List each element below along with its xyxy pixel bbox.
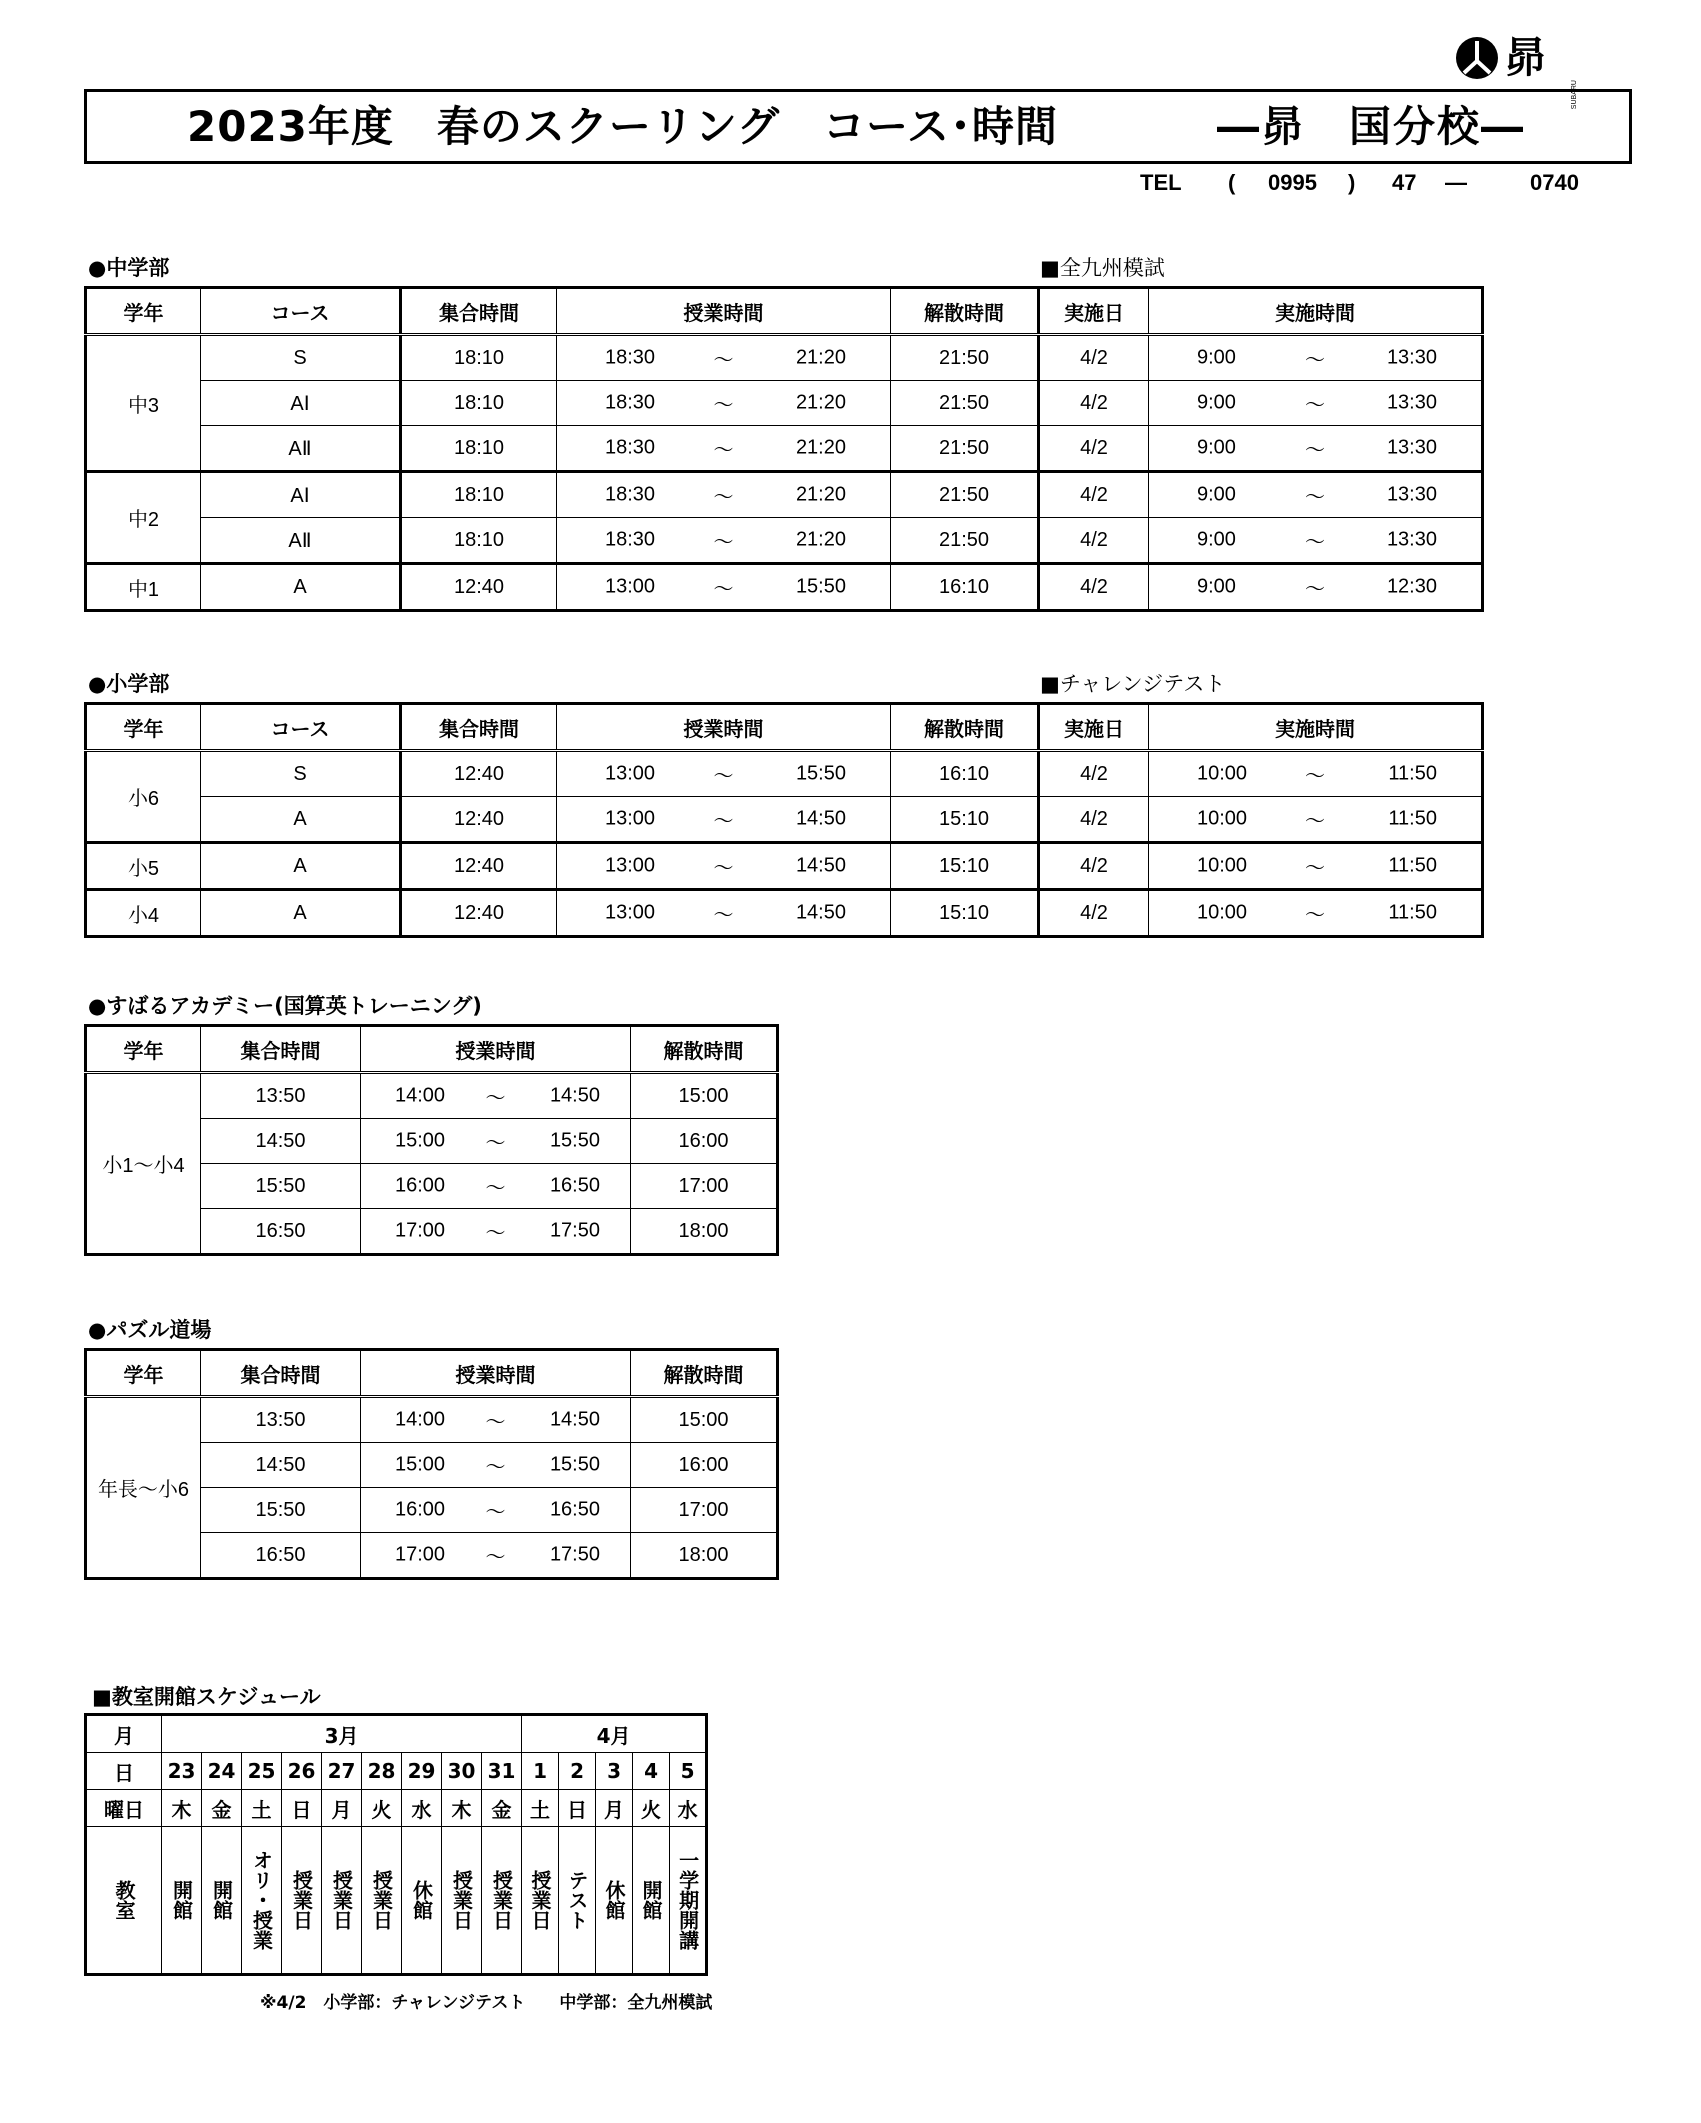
table-header-row — [86, 1026, 778, 1073]
course-cell: A — [201, 564, 401, 611]
dismiss-cell: 16:10 — [891, 564, 1039, 611]
status-cell: 授業日 — [362, 1827, 402, 1975]
table-row — [86, 751, 1483, 797]
course-cell: AⅠ — [201, 472, 401, 518]
tel-close-paren: ) — [1348, 170, 1356, 195]
status-cell: 開館 — [633, 1827, 670, 1975]
day-cell: 26 — [282, 1753, 322, 1790]
sho-side-heading: ■チャレンジテスト — [1040, 672, 1226, 696]
subaru-logo — [1454, 30, 1584, 110]
status-cell: 休館 — [596, 1827, 633, 1975]
academy-heading: ●すばるアカデミー(国算英トレーニング) — [88, 994, 482, 1018]
header-cell: 集合時間 — [401, 704, 557, 751]
exam-time-cell: 10:00 ～ 11:50 — [1149, 797, 1483, 843]
grade-cell: 中2 — [86, 472, 201, 564]
weekday-cell: 日 — [559, 1790, 596, 1827]
table-row — [86, 890, 1483, 937]
gather-cell: 18:10 — [401, 472, 557, 518]
tel-last: 0740 — [1530, 170, 1579, 195]
month-row — [86, 1715, 707, 1753]
header-cell: 授業時間 — [557, 288, 891, 335]
class-time-cell: 18:30 ～ 21:20 — [557, 335, 891, 381]
schedule-heading: ■教室開館スケジュール — [92, 1685, 321, 1709]
header-cell: 実施時間 — [1149, 288, 1483, 335]
grade-cell: 年長～小6 — [86, 1397, 201, 1579]
month-cell: 4月 — [522, 1715, 707, 1753]
date-cell: 4/2 — [1039, 751, 1149, 797]
course-cell: A — [201, 890, 401, 937]
day-cell: 1 — [522, 1753, 559, 1790]
day-cell: 25 — [242, 1753, 282, 1790]
status-cell: 授業日 — [482, 1827, 522, 1975]
grade-cell: 小1～小4 — [86, 1073, 201, 1255]
day-cell: 31 — [482, 1753, 522, 1790]
status-cell: オリ・授業 — [242, 1827, 282, 1975]
dismiss-cell: 15:00 — [631, 1073, 778, 1119]
day-cell: 24 — [202, 1753, 242, 1790]
dismiss-cell: 21:50 — [891, 381, 1039, 426]
table-row — [86, 335, 1483, 381]
table-header-row — [86, 1350, 778, 1397]
page-title: 2023年度 春のスクーリング コース･時間 — [187, 102, 1058, 151]
schedule-table — [84, 1713, 708, 1976]
class-time-cell: 15:00 ～ 15:50 — [361, 1443, 631, 1488]
sho-table — [84, 702, 1484, 938]
header-cell: 学年 — [86, 1026, 201, 1073]
dismiss-cell: 21:50 — [891, 426, 1039, 472]
day-cell: 29 — [402, 1753, 442, 1790]
exam-time-cell: 9:00 ～ 13:30 — [1149, 426, 1483, 472]
table-row — [86, 1397, 778, 1443]
header-cell: コース — [201, 704, 401, 751]
class-time-cell: 13:00 ～ 14:50 — [557, 797, 891, 843]
chu-table — [84, 286, 1484, 612]
class-time-cell: 17:00 ～ 17:50 — [361, 1209, 631, 1255]
date-cell: 4/2 — [1039, 843, 1149, 890]
schedule-note: ※4/2 小学部：チャレンジテスト 中学部：全九州模試 — [260, 1993, 713, 2013]
dismiss-cell: 21:50 — [891, 335, 1039, 381]
day-cell: 4 — [633, 1753, 670, 1790]
dismiss-cell: 21:50 — [891, 518, 1039, 564]
gather-cell: 12:40 — [401, 797, 557, 843]
status-cell: 開館 — [202, 1827, 242, 1975]
grade-cell: 小6 — [86, 751, 201, 843]
month-label: 月 — [86, 1715, 162, 1753]
table-row — [86, 564, 1483, 611]
weekday-row — [86, 1790, 707, 1827]
course-cell: S — [201, 751, 401, 797]
title-box — [84, 89, 1632, 164]
weekday-cell: 月 — [596, 1790, 633, 1827]
header-cell: 集合時間 — [201, 1026, 361, 1073]
gather-cell: 15:50 — [201, 1164, 361, 1209]
header-cell: 集合時間 — [401, 288, 557, 335]
status-cell: 休館 — [402, 1827, 442, 1975]
header-cell: 授業時間 — [557, 704, 891, 751]
class-time-cell: 18:30 ～ 21:20 — [557, 381, 891, 426]
class-time-cell: 15:00 ～ 15:50 — [361, 1119, 631, 1164]
weekday-cell: 水 — [402, 1790, 442, 1827]
weekday-cell: 木 — [162, 1790, 202, 1827]
weekday-cell: 土 — [522, 1790, 559, 1827]
branch-name: ―昴 国分校― — [1217, 102, 1526, 151]
header-cell: 実施時間 — [1149, 704, 1483, 751]
date-cell: 4/2 — [1039, 797, 1149, 843]
gather-cell: 15:50 — [201, 1488, 361, 1533]
exam-time-cell: 10:00 ～ 11:50 — [1149, 751, 1483, 797]
puzzle-heading: ●パズル道場 — [88, 1318, 212, 1342]
header-cell: コース — [201, 288, 401, 335]
status-cell: 授業日 — [522, 1827, 559, 1975]
status-cell: 開館 — [162, 1827, 202, 1975]
day-label: 日 — [86, 1753, 162, 1790]
course-cell: A — [201, 843, 401, 890]
gather-cell: 18:10 — [401, 335, 557, 381]
course-cell: AⅡ — [201, 426, 401, 472]
exam-time-cell: 9:00 ～ 12:30 — [1149, 564, 1483, 611]
exam-time-cell: 10:00 ～ 11:50 — [1149, 843, 1483, 890]
date-cell: 4/2 — [1039, 381, 1149, 426]
table-row — [86, 426, 1483, 472]
header-cell: 学年 — [86, 288, 201, 335]
day-cell: 23 — [162, 1753, 202, 1790]
grade-cell: 中1 — [86, 564, 201, 611]
day-cell: 28 — [362, 1753, 402, 1790]
date-cell: 4/2 — [1039, 426, 1149, 472]
gather-cell: 12:40 — [401, 751, 557, 797]
day-cell: 27 — [322, 1753, 362, 1790]
header-cell: 授業時間 — [361, 1026, 631, 1073]
dismiss-cell: 17:00 — [631, 1164, 778, 1209]
date-cell: 4/2 — [1039, 518, 1149, 564]
puzzle-table — [84, 1348, 779, 1580]
status-cell: 授業日 — [322, 1827, 362, 1975]
gather-cell: 18:10 — [401, 518, 557, 564]
day-row — [86, 1753, 707, 1790]
table-row — [86, 381, 1483, 426]
exam-time-cell: 9:00 ～ 13:30 — [1149, 472, 1483, 518]
month-cell: 3月 — [162, 1715, 522, 1753]
class-time-cell: 17:00 ～ 17:50 — [361, 1533, 631, 1579]
header-cell: 解散時間 — [631, 1350, 778, 1397]
table-row — [86, 518, 1483, 564]
header-cell: 集合時間 — [201, 1350, 361, 1397]
weekday-cell: 火 — [362, 1790, 402, 1827]
class-time-cell: 18:30 ～ 21:20 — [557, 472, 891, 518]
class-time-cell: 13:00 ～ 15:50 — [557, 751, 891, 797]
logo-kanji: 昴 — [1504, 33, 1547, 82]
date-cell: 4/2 — [1039, 335, 1149, 381]
dismiss-cell: 21:50 — [891, 472, 1039, 518]
subaru-logo-icon — [1454, 35, 1500, 81]
dismiss-cell: 15:00 — [631, 1397, 778, 1443]
weekday-label: 曜日 — [86, 1790, 162, 1827]
header-cell: 解散時間 — [631, 1026, 778, 1073]
weekday-cell: 木 — [442, 1790, 482, 1827]
sho-heading: ●小学部 — [88, 672, 170, 696]
date-cell: 4/2 — [1039, 564, 1149, 611]
header-cell: 実施日 — [1039, 288, 1149, 335]
class-time-cell: 14:00 ～ 14:50 — [361, 1397, 631, 1443]
status-cell: 一学期開講 — [670, 1827, 707, 1975]
gather-cell: 13:50 — [201, 1397, 361, 1443]
day-cell: 3 — [596, 1753, 633, 1790]
status-cell: 授業日 — [282, 1827, 322, 1975]
class-time-cell: 13:00 ～ 14:50 — [557, 890, 891, 937]
exam-time-cell: 9:00 ～ 13:30 — [1149, 335, 1483, 381]
header-cell: 解散時間 — [891, 704, 1039, 751]
weekday-cell: 土 — [242, 1790, 282, 1827]
class-time-cell: 13:00 ～ 15:50 — [557, 564, 891, 611]
chu-side-heading: ■全九州模試 — [1040, 256, 1165, 280]
grade-cell: 中3 — [86, 335, 201, 472]
class-time-cell: 13:00 ～ 14:50 — [557, 843, 891, 890]
exam-time-cell: 9:00 ～ 13:30 — [1149, 518, 1483, 564]
logo-small-text: SUBARU — [1571, 80, 1578, 110]
weekday-cell: 金 — [482, 1790, 522, 1827]
grade-cell: 小5 — [86, 843, 201, 890]
class-time-cell: 16:00 ～ 16:50 — [361, 1164, 631, 1209]
table-row — [86, 472, 1483, 518]
day-cell: 2 — [559, 1753, 596, 1790]
header-cell: 学年 — [86, 704, 201, 751]
tel-dash: ― — [1445, 170, 1467, 195]
exam-time-cell: 9:00 ～ 13:30 — [1149, 381, 1483, 426]
date-cell: 4/2 — [1039, 890, 1149, 937]
header-cell: 学年 — [86, 1350, 201, 1397]
academy-table — [84, 1024, 779, 1256]
class-time-cell: 16:00 ～ 16:50 — [361, 1488, 631, 1533]
gather-cell: 14:50 — [201, 1443, 361, 1488]
tel-open-paren: ( — [1228, 170, 1236, 195]
gather-cell: 12:40 — [401, 890, 557, 937]
table-row — [86, 797, 1483, 843]
course-cell: S — [201, 335, 401, 381]
class-time-cell: 18:30 ～ 21:20 — [557, 518, 891, 564]
table-header-row — [86, 704, 1483, 751]
course-cell: AⅠ — [201, 381, 401, 426]
class-time-cell: 14:00 ～ 14:50 — [361, 1073, 631, 1119]
weekday-cell: 日 — [282, 1790, 322, 1827]
dismiss-cell: 16:00 — [631, 1119, 778, 1164]
weekday-cell: 月 — [322, 1790, 362, 1827]
weekday-cell: 金 — [202, 1790, 242, 1827]
gather-cell: 18:10 — [401, 426, 557, 472]
weekday-cell: 火 — [633, 1790, 670, 1827]
dismiss-cell: 18:00 — [631, 1209, 778, 1255]
tel-label: TEL — [1140, 170, 1182, 195]
date-cell: 4/2 — [1039, 472, 1149, 518]
day-cell: 5 — [670, 1753, 707, 1790]
course-cell: A — [201, 797, 401, 843]
gather-cell: 14:50 — [201, 1119, 361, 1164]
dismiss-cell: 15:10 — [891, 797, 1039, 843]
gather-cell: 12:40 — [401, 564, 557, 611]
header-cell: 授業時間 — [361, 1350, 631, 1397]
table-row — [86, 843, 1483, 890]
dismiss-cell: 17:00 — [631, 1488, 778, 1533]
gather-cell: 12:40 — [401, 843, 557, 890]
header-cell: 解散時間 — [891, 288, 1039, 335]
dismiss-cell: 15:10 — [891, 890, 1039, 937]
gather-cell: 13:50 — [201, 1073, 361, 1119]
header-cell: 実施日 — [1039, 704, 1149, 751]
day-cell: 30 — [442, 1753, 482, 1790]
gather-cell: 18:10 — [401, 381, 557, 426]
course-cell: AⅡ — [201, 518, 401, 564]
tel-area: 0995 — [1268, 170, 1317, 195]
tel-mid: 47 — [1392, 170, 1417, 195]
dismiss-cell: 15:10 — [891, 843, 1039, 890]
status-label: 教室 — [86, 1827, 162, 1975]
chu-heading: ●中学部 — [88, 256, 170, 280]
dismiss-cell: 18:00 — [631, 1533, 778, 1579]
table-header-row — [86, 288, 1483, 335]
grade-cell: 小4 — [86, 890, 201, 937]
dismiss-cell: 16:00 — [631, 1443, 778, 1488]
status-row — [86, 1827, 707, 1975]
status-cell: 授業日 — [442, 1827, 482, 1975]
exam-time-cell: 10:00 ～ 11:50 — [1149, 890, 1483, 937]
table-row — [86, 1073, 778, 1119]
gather-cell: 16:50 — [201, 1533, 361, 1579]
status-cell: テスト — [559, 1827, 596, 1975]
gather-cell: 16:50 — [201, 1209, 361, 1255]
dismiss-cell: 16:10 — [891, 751, 1039, 797]
class-time-cell: 18:30 ～ 21:20 — [557, 426, 891, 472]
weekday-cell: 水 — [670, 1790, 707, 1827]
